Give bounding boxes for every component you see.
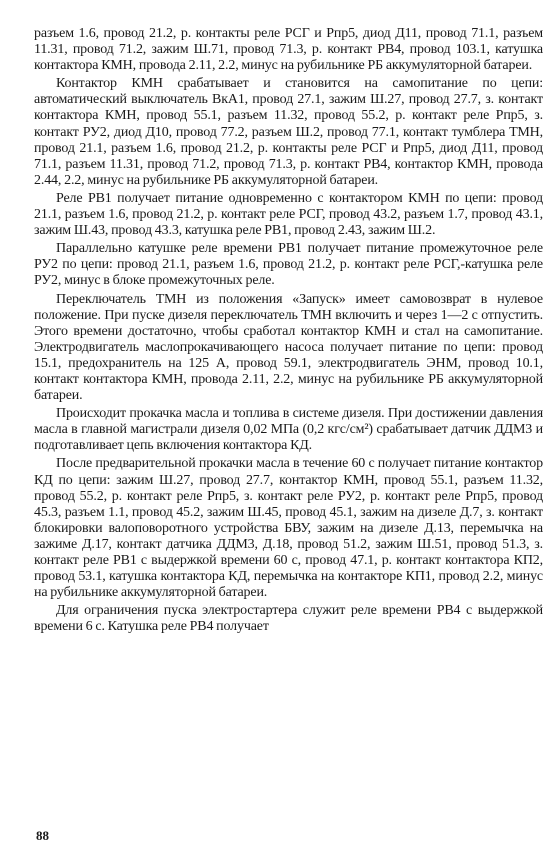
paragraph-4: Параллельно катушке реле времени РВ1 получает питание промежуточное реле РУ2 по цепи: провод 21.1, разъем 1.6, провод 21.2, р. контакт реле РСГ,-катушка реле РУ2, минус в блоке промежуточных реле.	[34, 241, 543, 289]
paragraph-5: Переключатель ТМН из положения «Запуск» имеет самовозврат в нулевое положение. При пуске дизеля переключатель ТМН включить и через 1—2 с отпустить. Этого времени достаточно, чтобы сработал контактор КМН и стал на самопитание. Электродвигатель маслопрокачивающего насоса получает питание по цепи: провод 15.1, предохранитель на 125 А, провод 59.1, электродвигатель ЭНМ, провод 10.1, контакт контактора КМН, провода 2.11, 2.2, минус на рубильнике РБ аккумуляторной батареи.	[34, 291, 543, 404]
paragraph-8: Для ограничения пуска электростартера служит реле времени РВ4 с выдержкой времени 6 с. Катушка реле РВ4 получает	[34, 603, 543, 635]
page-number: 88	[36, 828, 49, 843]
paragraph-7: После предварительной прокачки масла в течение 60 с получает питание контактор КД по цепи: зажим Ш.27, провод 27.7, контактор КМН, провод 55.1, разъем 11.32, провод 55.2, р. контакт реле Рпр5, з. контакт реле РУ2, р. контакт реле Рпр5, провод 45.3, разъем 1.1, провод 45.2, зажим Ш.45, провод 45.1, зажим на дизеле Д.7, з. контакт блокировки валоповоротного устройства БВУ, зажим на дизеле Д.13, перемычка на зажиме Д.17, контакт датчика ДДМ3, Д.18, провод 51.2, зажим Ш.51, провод 51.3, з. контакт реле РВ1 с выдержкой времени 60 с, провод 47.1, р. контакт контактора КП2, провод 53.1, катушка контактора КД, перемычка на контакторе КП1, провод 2.2, минус на рубильнике аккумуляторной батареи.	[34, 456, 543, 601]
body-text	[34, 26, 543, 635]
paragraph-6: Происходит прокачка масла и топлива в системе дизеля. При достижении давления масла в главной магистрали дизеля 0,02 МПа (0,2 кгс/см²) срабатывает датчик ДДМ3 и подготавливает цепь включения контактора КД.	[34, 406, 543, 454]
paragraph-3: Реле РВ1 получает питание одновременно с контактором КМН по цепи: провод 21.1, разъем 1.6, провод 21.2, р. контакт реле РСГ, провод 43.2, разъем 1.7, провод 43.1, зажим Ш.43, провод 43.3, катушка реле РВ1, провод 2.43, зажим Ш.2.	[34, 190, 543, 239]
paragraph-2: Контактор КМН срабатывает и становится на самопитание по цепи: автоматический выключатель ВкА1, провод 27.1, зажим Ш.27, провод 27.7, з. контакт контактора КМН, провод 55.1, разъем 11.32, провод 55.2, р. контакт реле Рпр5, з. контакт РУ2, диод Д10, провод 77.2, разъем Ш.2, провод 77.1, контакт тумблера ТМН, провод 21.1, разъем 1.6, провод 21.2, р. контакты реле РСГ и Рпр5, диод Д11, провод 71.1, разъем 11.31, провод 71.2, провод 71.3, р. контакт РВ4, контактор КМН, провода 2.44, 2.2, минус на рубильнике РБ аккумуляторной батареи.	[34, 76, 543, 188]
paragraph-1: разъем 1.6, провод 21.2, р. контакты реле РСГ и Рпр5, диод Д11, провод 71.1, разъем 11.31, провод 71.2, зажим Ш.71, провод 71.3, р. контакт РВ4, провод 103.1, катушка контактора КМН, провода 2.11, 2.2, минус на рубильнике РБ аккумуляторной батареи.	[34, 26, 543, 74]
